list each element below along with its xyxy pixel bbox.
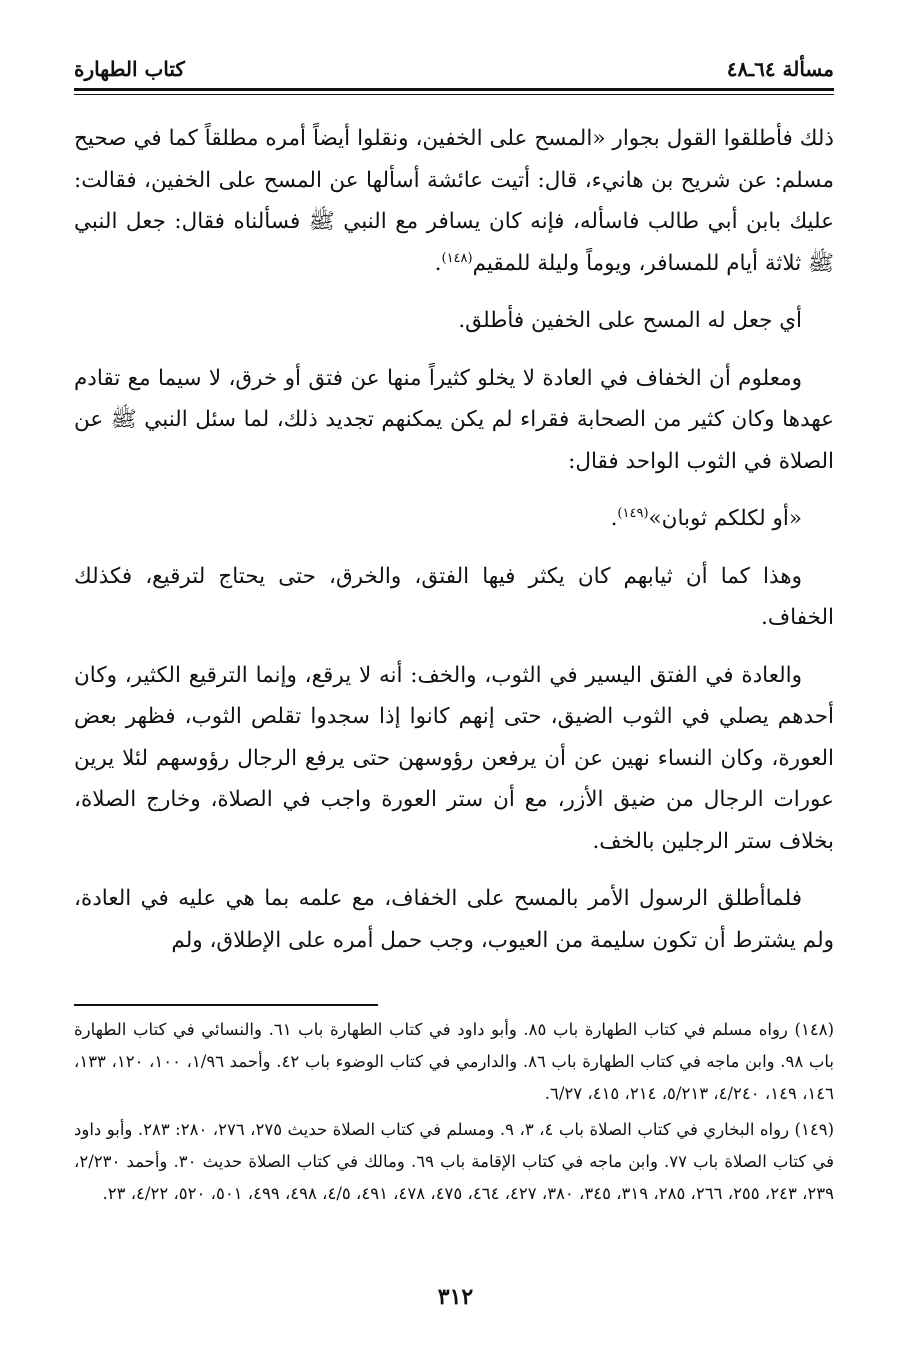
footnote-ref-148[interactable]: (١٤٨) [441, 250, 473, 266]
paragraph-5: وهذا كما أن ثيابهم كان يكثر فيها الفتق، والخرق، حتى يحتاج لترقيع، فكذلك الخفاف. [74, 563, 834, 630]
paragraph-7: فلماأطلق الرسول الأمر بالمسح على الخفاف، مع علمه بما هي عليه في العادة، ولم يشترط أن تكون سليمة من العيوب، وجب حمل أمره على الإطلاق، ولم [74, 886, 834, 953]
header-section-title: مسألة ٦٤ـ٤٨ [726, 57, 834, 81]
footnote-149: (١٤٩) رواه البخاري في كتاب الصلاة باب ٤، ٣، ٩. ومسلم في كتاب الصلاة حديث ٢٧٥، ٢٧٦، ٢٨٠: ٢٨٣. وأبو داود في كتاب الصلاة باب ٧٧. وابن ماجه في كتاب الإقامة باب ٦٩. ومالك في كتاب الصلاة حديث ٣٠. وأحمد ٢/٢٣٠، ٢٣٩، ٢٤٣، ٢٥٥، ٢٦٦، ٢٨٥، ٣١٩، ٣٤٥، ٣٨٠، ٤٢٧، ٤٦٤، ٤٧٥، ٤٧٨، ٤٩١، ٤/٥، ٤٩٨، ٤٩٩، ٥٠١، ٥٢٠، ٤/٢٢، ٢٣. [74, 1120, 835, 1203]
paragraph-1-text: ذلك فأطلقوا القول بجوار «المسح على الخفين، ونقلوا أيضاً أمره مطلقاً كما في صحيح مسلم: عن شريح بن هانيء، قال: أتيت عائشة أسألها عن المسح على الخفين، فقالت: عليك بابن أبي طالب فاسأله، فإنه كان يسافر مع النبي ﷺ فسألناه فقال: جعل النبي ﷺ ثلاثة أيام للمسافر، ويوماً وليلة للمقيم [74, 126, 834, 276]
footnote-148: (١٤٨) رواه مسلم في كتاب الطهارة باب ٨٥. وأبو داود في كتاب الطهارة باب ٦١. والنسائي في كتاب الطهارة باب ٩٨. وابن ماجه في كتاب الطهارة باب ٨٦. والدارمي في كتاب الوضوء باب ٤٢. وأحمد ١/٩٦، ١٠٠، ١٢٠، ١٣٣، ١٤٦، ١٤٩، ٤/٢٤٠، ٥/٢١٣، ٢١٤، ٤١٥، ٦/٢٧. [74, 1020, 834, 1103]
main-text [74, 118, 834, 977]
paragraph-4-tail: . [610, 506, 618, 531]
paragraph-2: أي جعل له المسح على الخفين فأطلق. [458, 308, 802, 333]
paragraph-4-text: «أو لكلكم ثوبان» [648, 506, 802, 531]
header-book-title: كتاب الطهارة [74, 57, 185, 81]
paragraph-3: ومعلوم أن الخفاف في العادة لا يخلو كثيراً منها عن فتق أو خرق، لا سيما مع تقادم عهدها وكان كثير من الصحابة فقراء لم يكن يمكنهم تجديد ذلك، لما سئل النبي ﷺ عن الصلاة في الثوب الواحد فقال: [74, 365, 834, 474]
header-rule-thick [74, 88, 834, 91]
paragraph-6: والعادة في الفتق اليسير في الثوب، والخف: أنه لا يرقع، وإنما الترقيع الكثير، وكان أحدهم يصلي في الثوب الضيق، حتى إنهم كانوا إذا سجدوا تقلص الثوب، فظهر بعض العورة، وكان النساء نهين عن أن يرفعن رؤوسهن حتى يرفع الرجال رؤوسهم لئلا يرين عورات الرجال من ضيق الأزر، مع أن ستر العورة واجب في الصلاة، وخارج الصلاة، بخلاف ستر الرجلين بالخف. [74, 662, 834, 854]
paragraph-1 [74, 118, 834, 284]
footnotes [74, 1014, 834, 1214]
paragraph-4 [74, 498, 834, 540]
footnote-separator [74, 1004, 378, 1006]
page-number: ٣١٢ [437, 1284, 474, 1310]
running-header [74, 52, 834, 86]
footnote-ref-149[interactable]: (١٤٩) [617, 505, 649, 521]
paragraph-1-tail: . [434, 250, 442, 276]
header-rule-thin [74, 94, 834, 95]
